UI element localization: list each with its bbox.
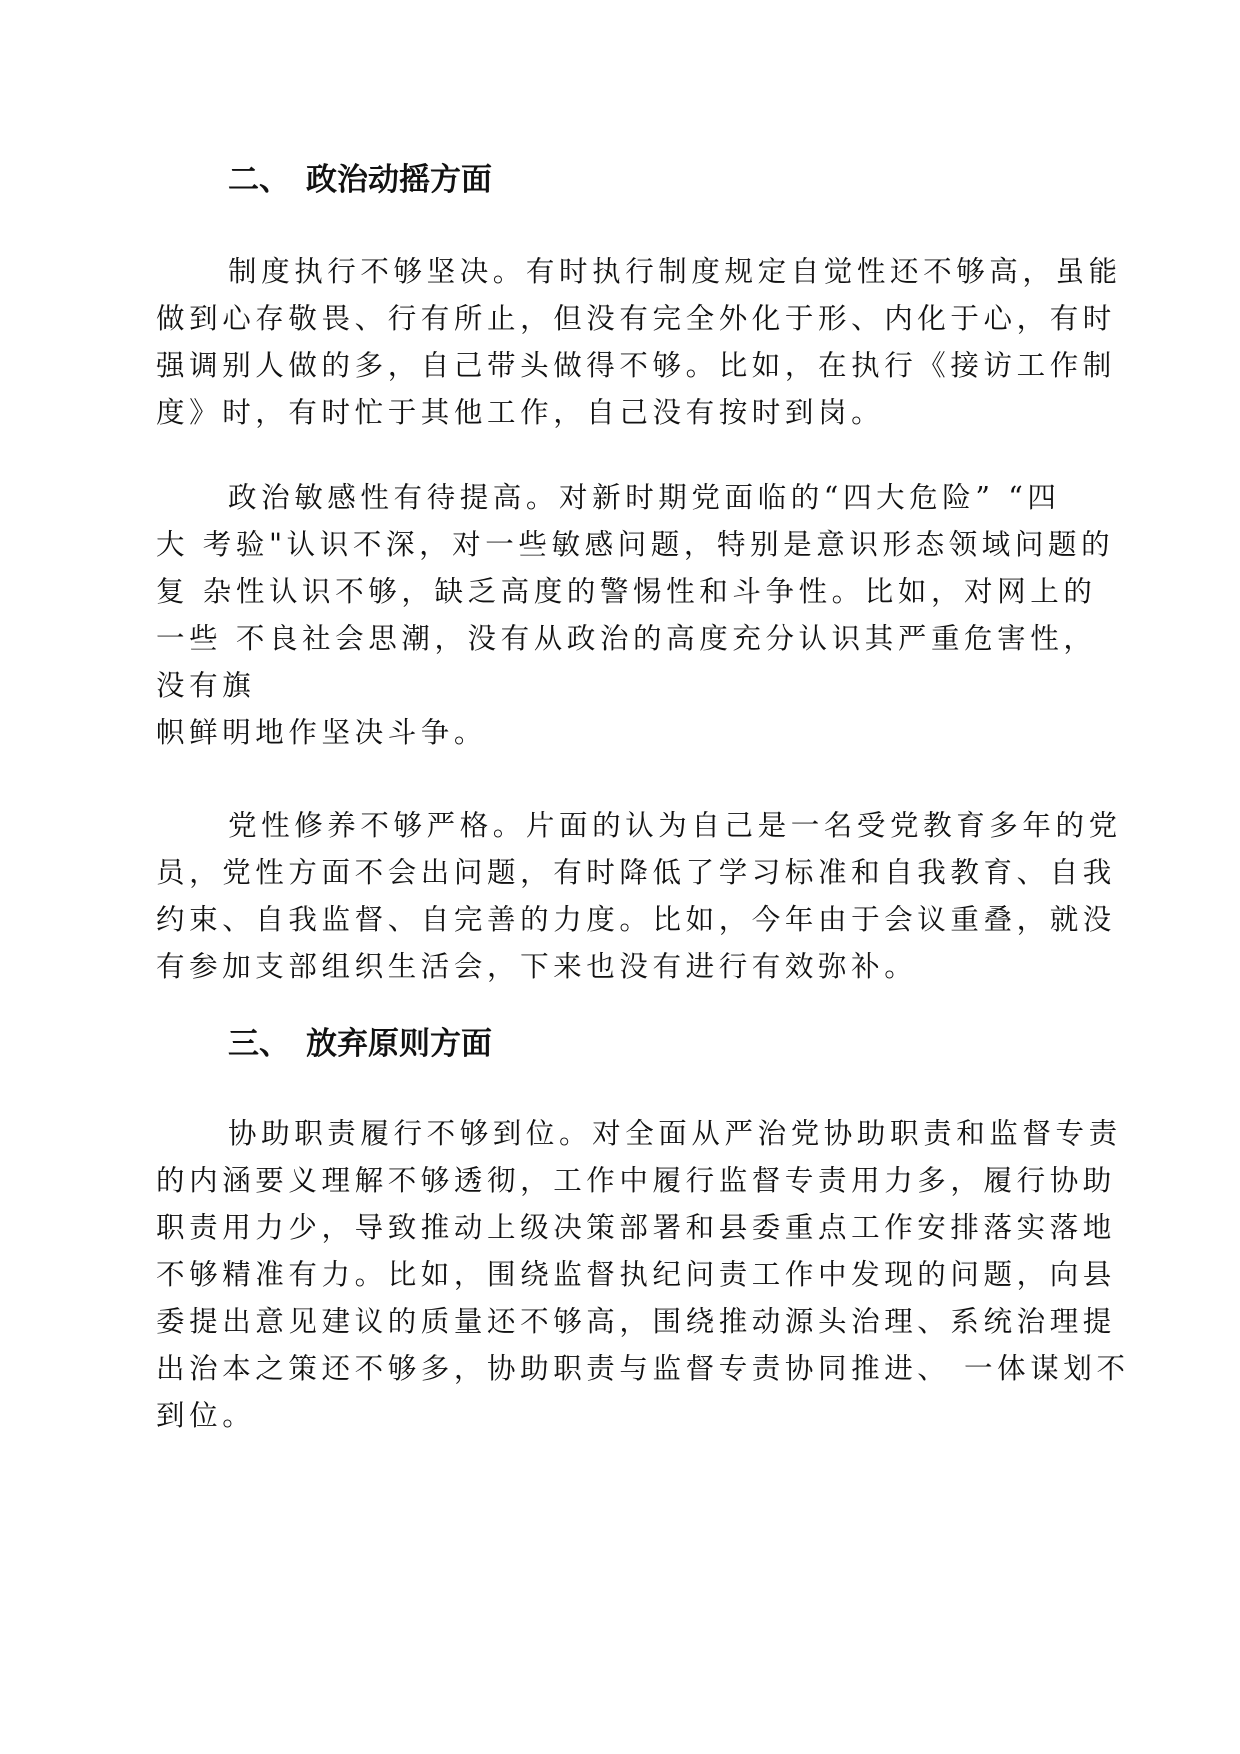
paragraph-line: 党性修养不够严格。片面的认为自己是一名受党教育多年的党	[228, 809, 1122, 842]
paragraph-line: 制度执行不够坚决。有时执行制度规定自觉性还不够高，虽能	[228, 255, 1122, 288]
paragraph-line: 出治本之策还不够多，协助职责与监督专责协同推进、 一体谋划不	[156, 1352, 1130, 1385]
paragraph-line: 的内涵要义理解不够透彻，工作中履行监督专责用力多，履行协助	[156, 1164, 1116, 1197]
paragraph-line: 大 考验"认识不深，对一些敏感问题，特别是意识形态领域问题的	[156, 528, 1115, 561]
paragraph-institution-execution	[156, 248, 1122, 436]
paragraph-line: 员，党性方面不会出问题，有时降低了学习标准和自我教育、自我	[156, 856, 1116, 889]
paragraph-line: 度》时，有时忙于其他工作，自己没有按时到岗。	[156, 396, 885, 429]
section-heading-3	[228, 1024, 492, 1064]
paragraph-line: 帜鲜明地作坚决斗争。	[156, 716, 488, 749]
paragraph-line: 协助职责履行不够到位。对全面从严治党协助职责和监督专责	[228, 1117, 1122, 1150]
section-number: 三、	[228, 1026, 290, 1062]
paragraph-line: 一些 不良社会思潮，没有从政治的高度充分认识其严重危害性，	[156, 622, 1097, 655]
paragraph-assisting-duties	[156, 1110, 1130, 1439]
section-title: 放弃原则方面	[306, 1026, 492, 1062]
paragraph-political-sensitivity	[156, 474, 1114, 756]
section-number: 二、	[228, 162, 290, 198]
paragraph-line: 到位。	[156, 1399, 256, 1432]
paragraph-line: 政治敏感性有待提高。对新时期党面临的“四大危险” “四	[228, 481, 1061, 514]
paragraph-line: 委提出意见建议的质量还不够高，围绕推动源头治理、系统治理提	[156, 1305, 1116, 1338]
paragraph-line: 没有旗	[156, 669, 256, 702]
paragraph-line: 复 杂性认识不够，缺乏高度的警惕性和斗争性。比如，对网上的	[156, 575, 1097, 608]
paragraph-line: 有参加支部组织生活会，下来也没有进行有效弥补。	[156, 950, 918, 983]
paragraph-line: 做到心存敬畏、行有所止，但没有完全外化于形、内化于心，有时	[156, 302, 1116, 335]
section-title: 政治动摇方面	[306, 162, 492, 198]
paragraph-party-cultivation	[156, 802, 1122, 990]
paragraph-line: 约束、自我监督、自完善的力度。比如，今年由于会议重叠，就没	[156, 903, 1116, 936]
paragraph-line: 职责用力少，导致推动上级决策部署和县委重点工作安排落实落地	[156, 1211, 1116, 1244]
paragraph-line: 强调别人做的多，自己带头做得不够。比如，在执行《接访工作制	[156, 349, 1116, 382]
paragraph-line: 不够精准有力。比如，围绕监督执纪问责工作中发现的问题，向县	[156, 1258, 1116, 1291]
section-heading-2	[228, 160, 492, 200]
